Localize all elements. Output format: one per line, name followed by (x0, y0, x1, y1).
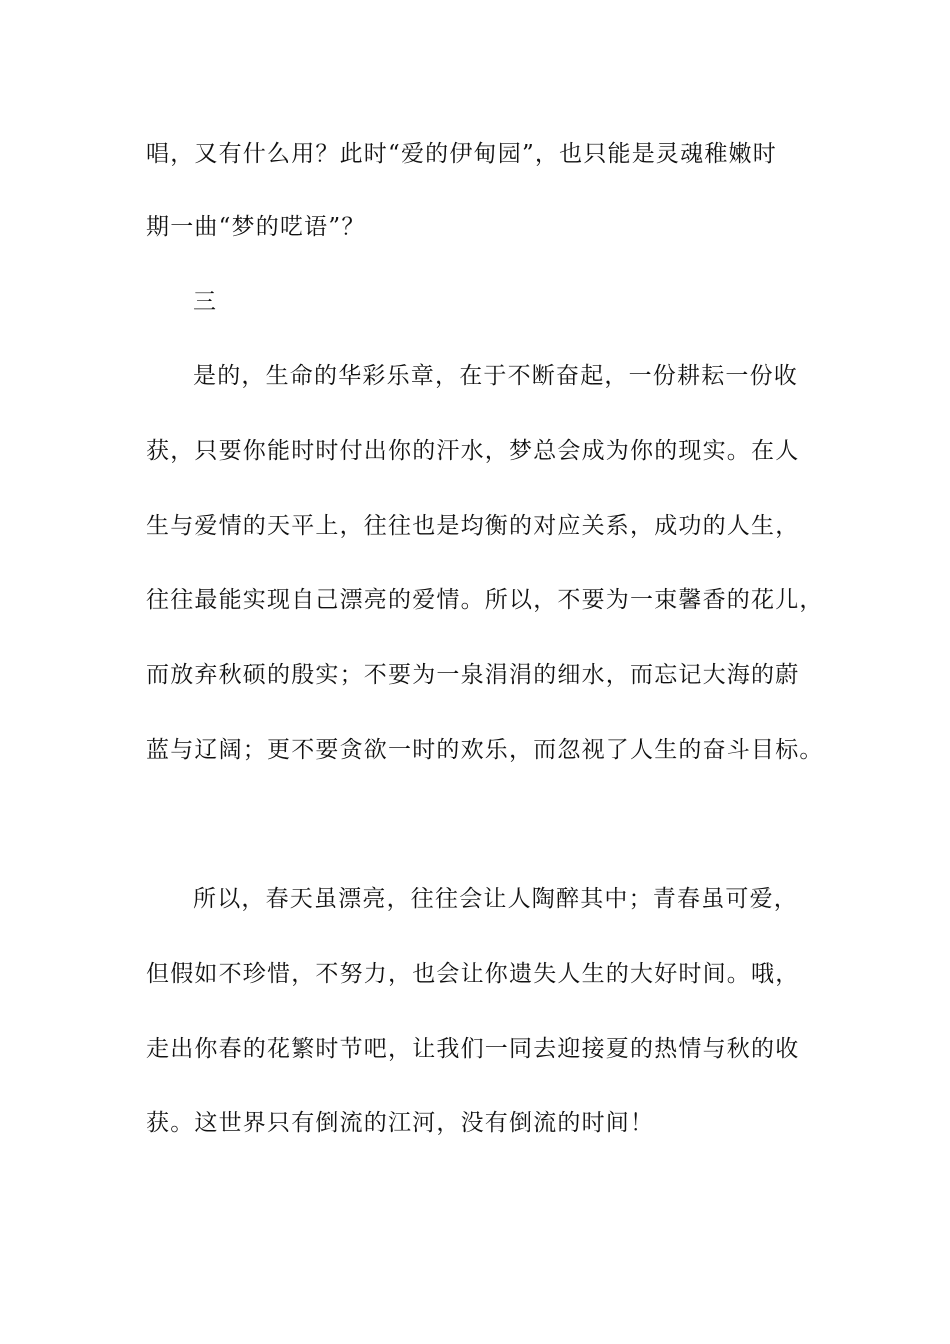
text-line: 获，只要你能时时付出你的汗水，梦总会成为你的现实。在人 (146, 438, 800, 464)
paragraph-start-line: 是的，生命的华彩乐章，在于不断奋起，一份耕耘一份收 (193, 363, 798, 389)
text-line: 蓝与辽阔；更不要贪欲一时的欢乐，而忽视了人生的奋斗目标。 (146, 737, 824, 763)
text-line: 但假如不珍惜，不努力，也会让你遗失人生的大好时间。哦， (146, 961, 800, 987)
text-line: 走出你春的花繁时节吧，让我们一同去迎接夏的热情与秋的收 (146, 1036, 800, 1062)
text-line: 唱，又有什么用？此时“爱的伊甸园”，也只能是灵魂稚嫩时 (146, 141, 777, 167)
text-line: 生与爱情的天平上，往往也是均衡的对应关系，成功的人生， (146, 513, 800, 539)
section-heading: 三 (193, 289, 218, 315)
text-line: 获。这世界只有倒流的江河，没有倒流的时间！ (146, 1110, 655, 1136)
text-line: 而放弃秋硕的殷实；不要为一泉涓涓的细水，而忘记大海的蔚 (146, 662, 800, 688)
text-line: 期一曲“梦的呓语”？ (146, 214, 366, 240)
text-line: 往往最能实现自己漂亮的爱情。所以，不要为一束馨香的花儿， (146, 587, 824, 613)
paragraph-start-line: 所以，春天虽漂亮，往往会让人陶醉其中；青春虽可爱， (193, 886, 798, 912)
